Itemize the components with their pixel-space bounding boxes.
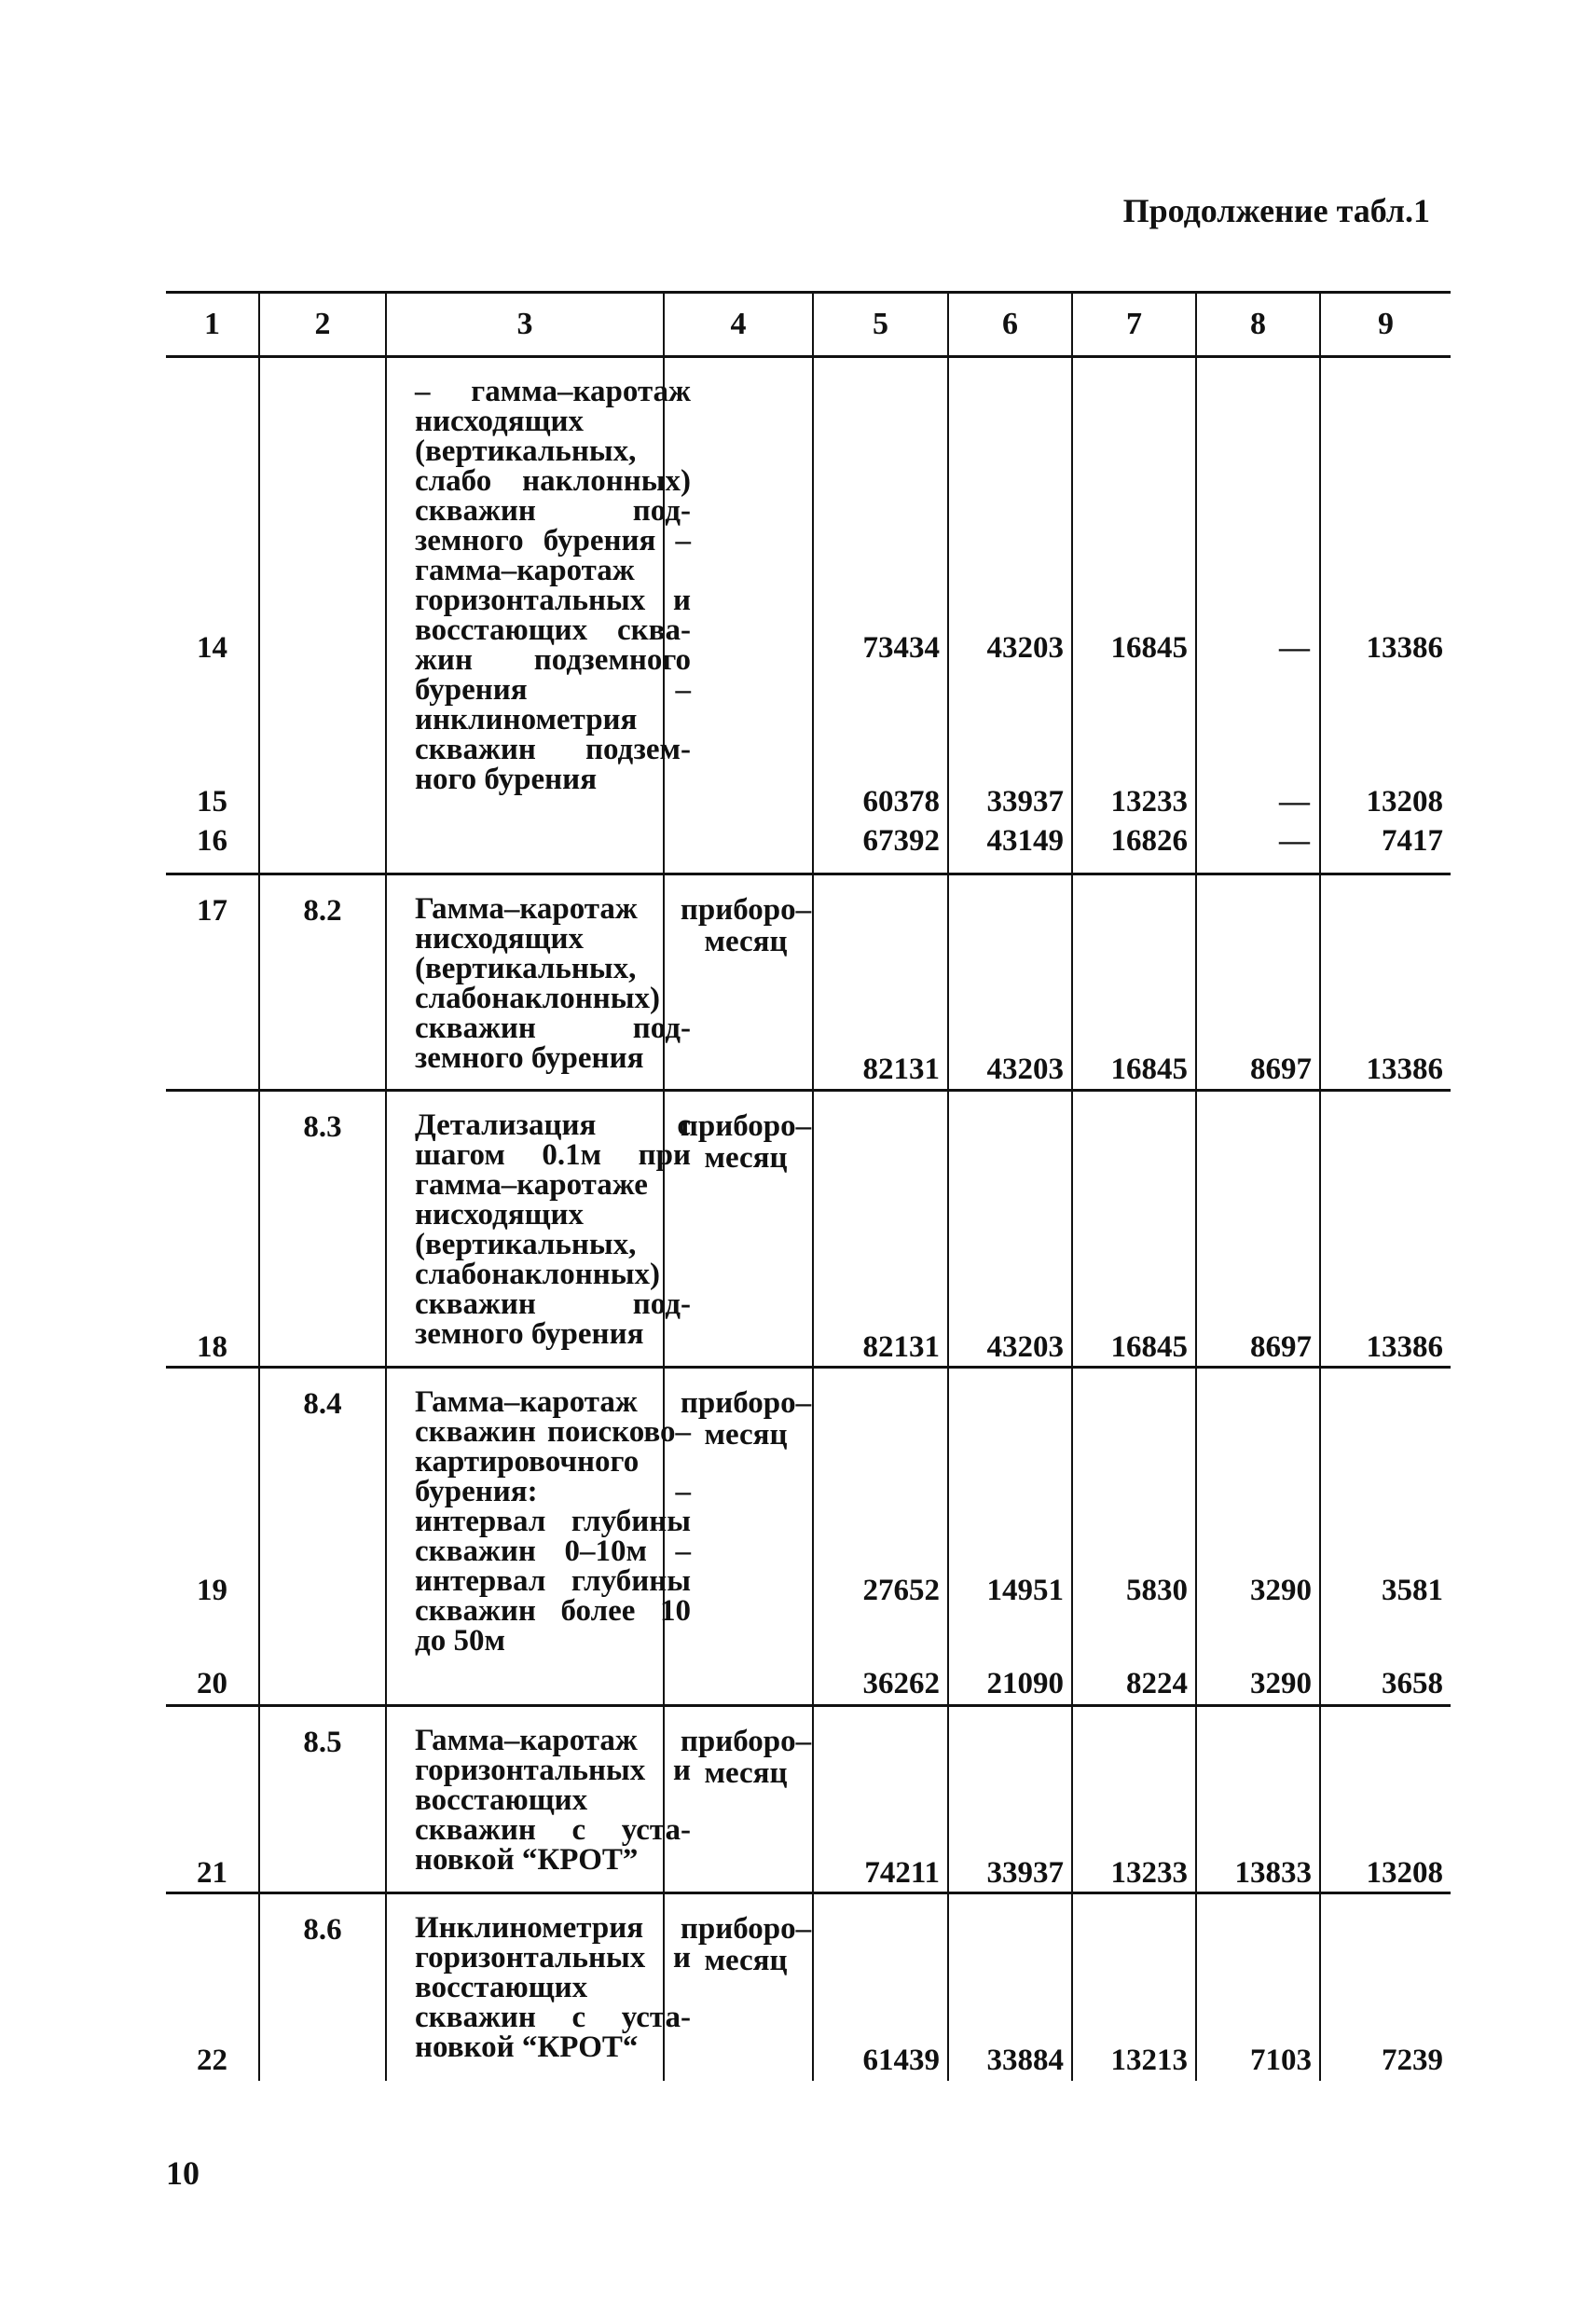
value-cell: 13833	[1234, 1856, 1312, 1890]
header-row	[166, 293, 1451, 357]
value-cell: 33884	[986, 2044, 1064, 2077]
value-cell: 8697	[1250, 1330, 1312, 1364]
table-continuation-caption: Продолжение табл.1	[1122, 192, 1430, 229]
position-code	[260, 358, 385, 873]
position-code: 8.5	[303, 1726, 342, 1759]
value-cell: 7417	[1382, 824, 1443, 858]
unit-of-measure: приборо–месяц	[680, 1725, 812, 1790]
unit-of-measure: приборо–месяц	[680, 1912, 812, 1977]
value-cell: 13386	[1366, 631, 1443, 665]
value-cell: 3290	[1250, 1667, 1312, 1700]
row-number: 20	[197, 1667, 227, 1700]
table-row	[166, 874, 1451, 1091]
row-number: 17	[197, 894, 227, 928]
table-row	[166, 357, 1451, 874]
value-cell: 14951	[986, 1574, 1064, 1607]
col-header-5: 5	[813, 293, 948, 357]
value-cell: 3290	[1250, 1574, 1312, 1607]
unit-of-measure	[665, 358, 823, 854]
value-cell: 13213	[1110, 2044, 1188, 2077]
value-cell: 67392	[862, 824, 940, 858]
col-header-3: 3	[386, 293, 664, 357]
value-cell: 43203	[986, 631, 1064, 665]
row-number: 14	[197, 631, 227, 665]
work-description: Детализация с шагом 0.1м при гамма–каротаже нисходящих (вертикальных, слабонаклонных) скважин подземного бурения	[415, 1108, 691, 1351]
table-row	[166, 1893, 1451, 2082]
value-cell: 43203	[986, 1053, 1064, 1086]
value-cell: 61439	[862, 2044, 940, 2077]
data-table	[166, 291, 1451, 2081]
value-cell: —	[1279, 824, 1310, 858]
value-cell: —	[1279, 785, 1310, 819]
row-number: 18	[197, 1330, 227, 1364]
position-code: 8.6	[303, 1913, 342, 1947]
value-cell: 16845	[1110, 1053, 1188, 1086]
value-cell: 33937	[986, 785, 1064, 819]
position-code: 8.2	[303, 894, 342, 928]
value-cell: 7239	[1382, 2044, 1443, 2077]
value-cell: 13233	[1110, 785, 1188, 819]
table-row	[166, 1706, 1451, 1893]
row-number: 16	[197, 824, 227, 858]
position-code: 8.3	[303, 1110, 342, 1144]
col-header-7: 7	[1072, 293, 1196, 357]
value-cell: 36262	[862, 1667, 940, 1700]
unit-of-measure: приборо–месяц	[680, 1386, 812, 1452]
value-cell: 73434	[862, 631, 940, 665]
page-number: 10	[166, 2154, 200, 2192]
col-header-2: 2	[259, 293, 386, 357]
value-cell: 74211	[864, 1856, 940, 1890]
row-number: 22	[197, 2044, 227, 2077]
col-header-1: 1	[204, 307, 220, 341]
value-cell: 3581	[1382, 1574, 1443, 1607]
value-cell: 82131	[862, 1330, 940, 1364]
unit-of-measure: приборо–месяц	[680, 1109, 812, 1175]
value-cell: 33937	[986, 1856, 1064, 1890]
value-cell: 82131	[862, 1053, 940, 1086]
work-description: Инклинометрия горизонтальных и восстающих скважин с установкой “КРОТ“	[415, 1911, 691, 2064]
table-row	[166, 1091, 1451, 1368]
col-header-8: 8	[1196, 293, 1320, 357]
value-cell: 16845	[1110, 631, 1188, 665]
work-description: Гамма–каротаж нисходящих (вертикальных, слабонаклонных) скважин подземного бурения	[415, 892, 691, 1075]
value-cell: 8224	[1126, 1667, 1188, 1700]
value-cell: 27652	[862, 1574, 940, 1607]
value-cell: 13208	[1366, 1856, 1443, 1890]
value-cell: 13386	[1366, 1053, 1443, 1086]
value-cell: 16826	[1110, 824, 1188, 858]
value-cell: 43203	[986, 1330, 1064, 1364]
col-header-9: 9	[1320, 293, 1451, 357]
work-description: Гамма–каротаж скважин поисково–картировочного бурения: – интервал глубины скважин 0–10м – интервал глубины скважин более 10 до 50м	[415, 1385, 691, 1658]
value-cell: 13386	[1366, 1330, 1443, 1364]
row-number: 21	[197, 1856, 227, 1890]
col-header-4: 4	[664, 293, 813, 357]
row-number: 19	[197, 1574, 227, 1607]
col-header-6: 6	[948, 293, 1072, 357]
value-cell: 13233	[1110, 1856, 1188, 1890]
value-cell: 60378	[862, 785, 940, 819]
table-row	[166, 1368, 1451, 1706]
value-cell: 16845	[1110, 1330, 1188, 1364]
value-cell: 7103	[1250, 2044, 1312, 2077]
value-cell: 21090	[986, 1667, 1064, 1700]
value-cell: 43149	[986, 824, 1064, 858]
value-cell: 3658	[1382, 1667, 1443, 1700]
unit-of-measure: приборо–месяц	[680, 893, 812, 958]
row-number: 15	[197, 785, 227, 819]
position-code: 8.4	[303, 1387, 342, 1421]
value-cell: 8697	[1250, 1053, 1312, 1086]
work-description: – гамма–каротаж нисходящих (вертикальных, слабо наклонных) скважин подземного бурения – гамма–каротаж горизонтальных и восстающих скважин подземного бурения – инклинометрия скважин подземного бурения	[415, 375, 691, 796]
work-description: Гамма–каротаж горизонтальных и восстающих скважин с установкой “КРОТ”	[415, 1724, 691, 1877]
value-cell: 13208	[1366, 785, 1443, 819]
value-cell: 5830	[1126, 1574, 1188, 1607]
value-cell: —	[1279, 631, 1310, 665]
